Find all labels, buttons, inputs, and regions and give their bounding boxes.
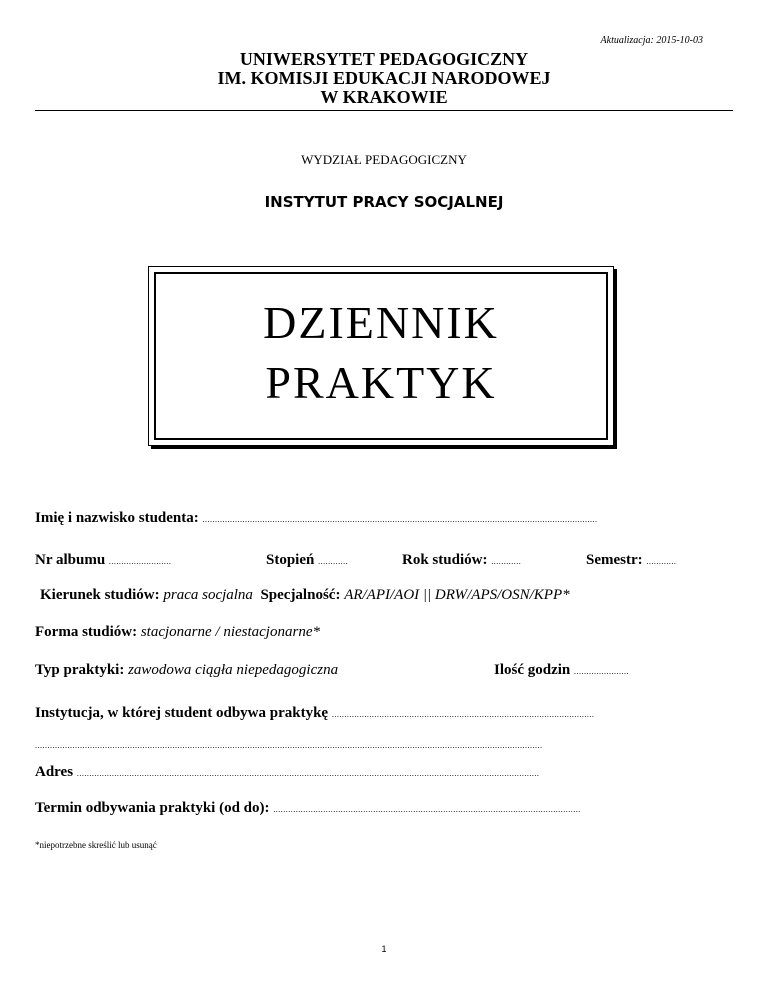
term-row <box>35 800 581 817</box>
institution-label: Instytucja, w której student odbywa praktykę <box>35 705 329 721</box>
year-field[interactable]: ............ <box>491 557 522 566</box>
field-value: praca socjalna <box>163 587 253 603</box>
year-row <box>402 552 521 569</box>
degree-label: Stopień <box>266 552 315 568</box>
student-name-field[interactable]: .............................................................................................................................................................. <box>202 515 598 524</box>
hours-field[interactable]: ...................... <box>574 667 630 676</box>
university-line-3: W KRAKOWIE <box>320 87 448 107</box>
field-label: Kierunek studiów: <box>40 587 160 603</box>
address-field[interactable]: ......................................................................................................................................................................................... <box>76 769 540 778</box>
specialty-label: Specjalność: <box>260 587 341 603</box>
field-of-study-row <box>40 587 570 604</box>
student-name-label: Imię i nazwisko studenta: <box>35 510 199 526</box>
student-name-row <box>35 510 598 527</box>
semester-label: Semestr: <box>586 552 643 568</box>
hours-label: Ilość godzin <box>494 662 571 678</box>
update-date: Aktualizacja: 2015-10-03 <box>600 35 703 46</box>
address-row <box>35 764 539 781</box>
footnote: *niepotrzebne skreślić lub usunąć <box>35 840 157 850</box>
title-box <box>148 266 614 446</box>
degree-row <box>266 552 348 569</box>
institute-name: INSTYTUT PRACY SOCJALNEJ <box>264 193 504 211</box>
institution-field-2[interactable]: ........................................................................................................................................................................................................... <box>35 741 543 750</box>
study-mode-row <box>35 624 320 641</box>
title-line-1: DZIENNIK <box>263 297 499 348</box>
album-field[interactable]: ......................... <box>108 557 172 566</box>
specialty-value: AR/API/AOI || DRW/APS/OSN/KPP* <box>344 587 570 603</box>
university-line-1: UNIWERSYTET PEDAGOGICZNY <box>239 49 529 69</box>
title-line-2: PRAKTYK <box>265 357 497 408</box>
address-label: Adres <box>35 764 74 780</box>
institution-row-2 <box>35 736 543 753</box>
term-label: Termin odbywania praktyki (od do): <box>35 800 270 816</box>
institution-field[interactable]: ......................................................................................................... <box>331 710 595 719</box>
mode-label: Forma studiów: <box>35 624 138 640</box>
type-label: Typ praktyki: <box>35 662 125 678</box>
header-divider <box>35 110 733 111</box>
mode-value: stacjonarne / niestacjonarne* <box>140 624 320 640</box>
university-name <box>0 50 768 107</box>
page-number: 1 <box>381 944 387 954</box>
term-field[interactable]: ........................................................................................................................... <box>273 805 581 814</box>
type-value: zawodowa ciągła niepedagogiczna <box>128 662 339 678</box>
faculty-name: WYDZIAŁ PEDAGOGICZNY <box>301 152 467 167</box>
album-label: Nr albumu <box>35 552 106 568</box>
hours-row <box>494 662 629 679</box>
university-line-2: IM. KOMISJI EDUKACJI NARODOWEJ <box>217 68 551 88</box>
title-box-inner-border <box>154 272 608 440</box>
degree-field[interactable]: ............ <box>318 557 349 566</box>
album-row <box>35 552 171 569</box>
year-label: Rok studiów: <box>402 552 488 568</box>
practice-type-row <box>35 662 338 679</box>
semester-field[interactable]: ............ <box>646 557 677 566</box>
semester-row <box>586 552 676 569</box>
institution-row <box>35 705 594 722</box>
